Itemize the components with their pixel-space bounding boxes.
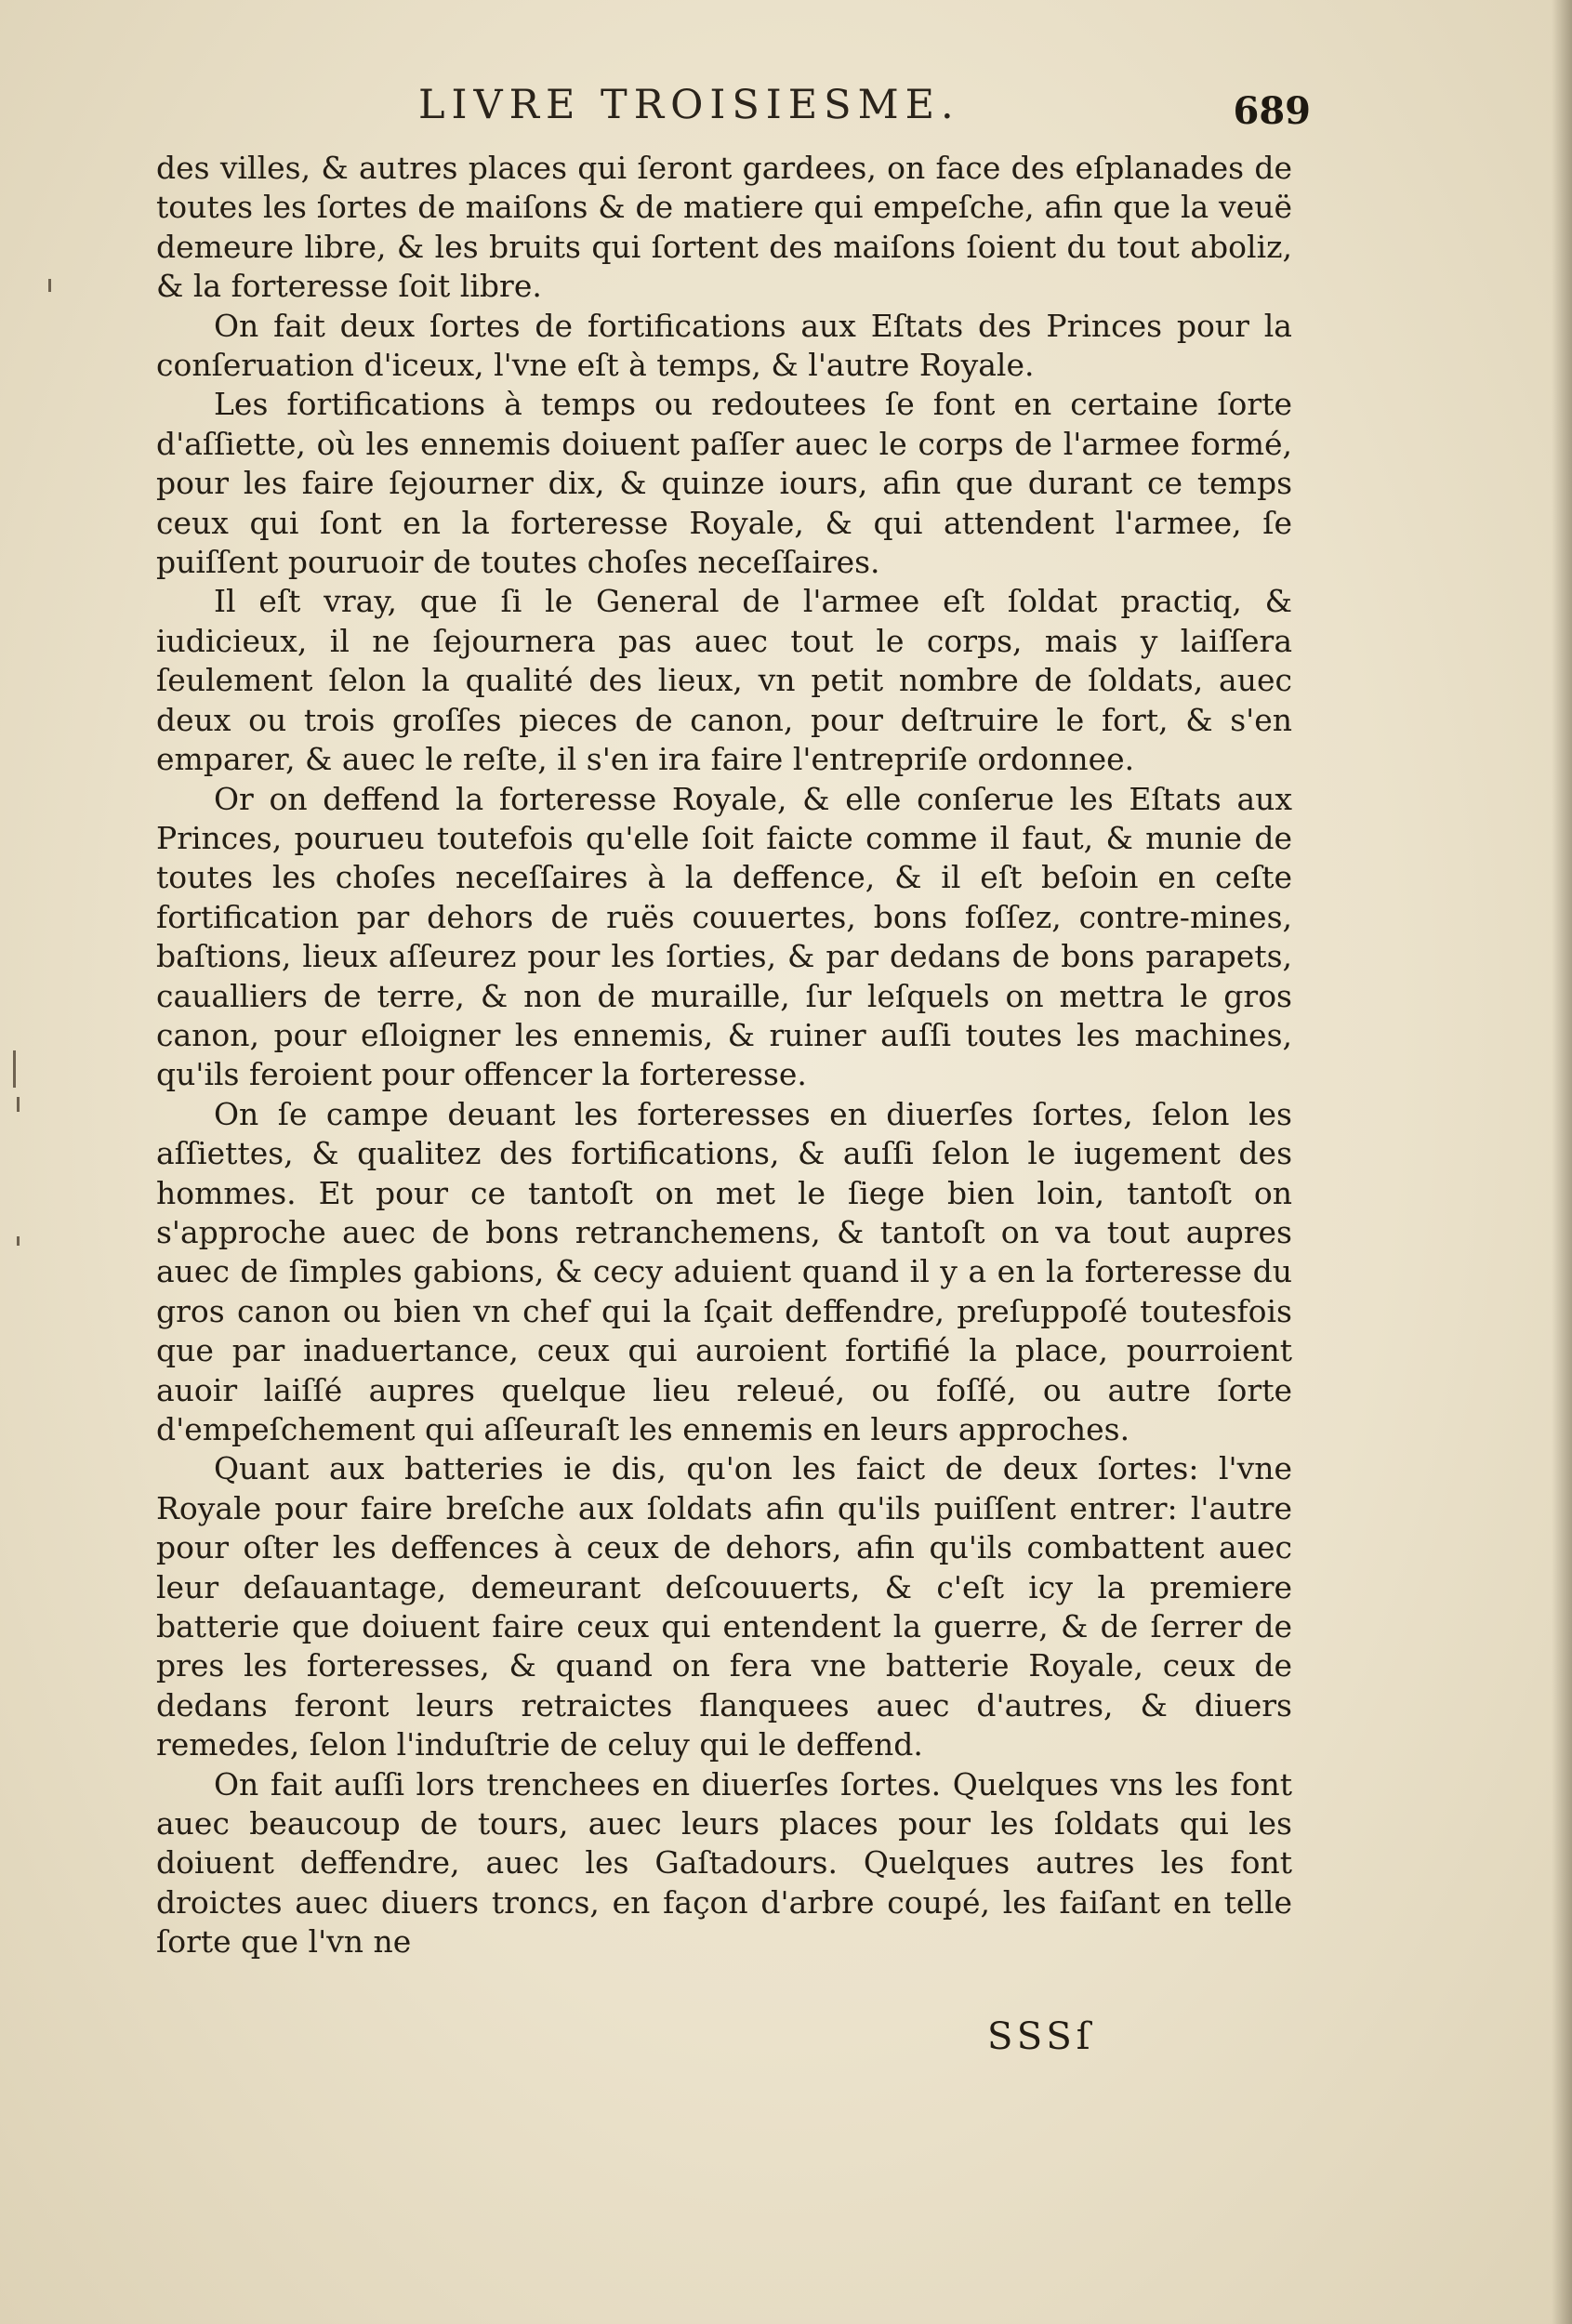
paragraph-5: Or on deffend la forteresse Royale, & elle conſerue les Eſtats aux Princes, pourueu toutefois qu'elle ſoit faicte comme il faut, & munie de toutes les choſes neceſſaires à la deffence, & il eſt beſoin en ceſte fortification par dehors de ruës couuertes, bons foſſez, contre-mines, baſtions, lieux aſſeurez pour les ſorties, & par dedans de bons parapets, caualliers de terre, & non de muraille, ſur leſquels on mettra le gros canon, pour eſloigner les ennemis, & ruiner auſſi toutes les machines, qu'ils feroient pour offencer la forteresse. [156, 780, 1292, 1093]
margin-mark [13, 1050, 16, 1088]
paragraph-8: On fait auſſi lors trenchees en diuerſes ſortes. Quelques vns les font auec beaucoup de tours, auec leurs places pour les ſoldats qui les doiuent deffendre, auec les Gaſtadours. Quelques autres les font droictes auec diuers troncs, en façon d'arbre coupé, les faiſant en telle ſorte que l'vn ne [156, 1765, 1292, 1961]
page-header [167, 82, 1311, 147]
paragraph-6: On ſe campe deuant les forteresses en diuerſes ſortes, ſelon les aſſiettes, & qualitez des fortifications, & auſſi ſelon le iugement des hommes. Et pour ce tantoſt on met le ſiege bien loin, tantoſt on s'approche auec de bons retranchemens, & tantoſt on va tout aupres auec de ſimples gabions, & cecy aduient quand il y a en la forteresse du gros canon ou bien vn chef qui la ſçait deffendre, preſuppoſé toutesfois que par inaduertance, ceux qui auroient fortifié la place, pourroient auoir laiſſé aupres quelque lieu releué, ou foſſé, ou autre ſorte d'empeſchement qui aſſeuraſt les ennemis en leurs approches. [156, 1095, 1292, 1447]
running-head: LIVRE TROISIESME. [418, 82, 960, 128]
paragraph-4: Il eſt vray, que ſi le General de l'armee eſt ſoldat practiq, & iudicieux, il ne ſejournera pas auec tout le corps, mais y laiſſera ſeulement ſelon la qualité des lieux, vn petit nombre de ſoldats, auec deux ou trois groſſes pieces de canon, pour deſtruire le fort, & s'en emparer, & auec le reſte, il s'en ira faire l'entrepriſe ordonnee. [156, 583, 1292, 778]
margin-mark [17, 1097, 20, 1112]
paragraph-3: Les fortifications à temps ou redoutees ſe font en certaine ſorte d'aſſiette, où les ennemis doiuent paſſer auec le corps de l'armee formé, pour les faire ſejourner dix, & quinze iours, afin que durant ce temps ceux qui ſont en la forteresse Royale, & qui attendent l'armee, ſe puiſſent pouruoir de toutes choſes neceſſaires. [156, 386, 1292, 581]
paragraph-7: Quant aux batteries ie dis, qu'on les faict de deux ſortes: l'vne Royale pour faire breſche aux ſoldats afin qu'ils puiſſent entrer: l'autre pour oſter les deffences à ceux de dehors, afin qu'ils combattent auec leur deſauantage, demeurant deſcouuerts, & c'eſt icy la premiere batterie que doiuent faire ceux qui entendent la guerre, & de ſerrer de pres les forteresses, & quand on fera vne batterie Royale, ceux de dedans feront leurs retraictes flanquees auec d'autres, & diuers remedes, ſelon l'induſtrie de celuy qui le deffend. [156, 1450, 1292, 1763]
page-edge-shadow [1552, 0, 1572, 2324]
catchword: SSSſ [987, 2015, 1095, 2058]
paragraph-1: des villes, & autres places qui ſeront gardees, on face des eſplanades de toutes les ſortes de maiſons & de matiere qui empeſche, afin que la veuë demeure libre, & les bruits qui ſortent des maiſons ſoient du tout aboliz, & la forteresse ſoit libre. [156, 150, 1292, 305]
margin-mark [17, 1236, 20, 1246]
body-text [156, 149, 1292, 1962]
margin-mark [48, 279, 51, 292]
page-number: 689 [1233, 89, 1311, 133]
paragraph-2: On fait deux ſortes de fortifications aux Eſtats des Princes pour la conſeruation d'iceux, l'vne eſt à temps, & l'autre Royale. [156, 307, 1292, 384]
